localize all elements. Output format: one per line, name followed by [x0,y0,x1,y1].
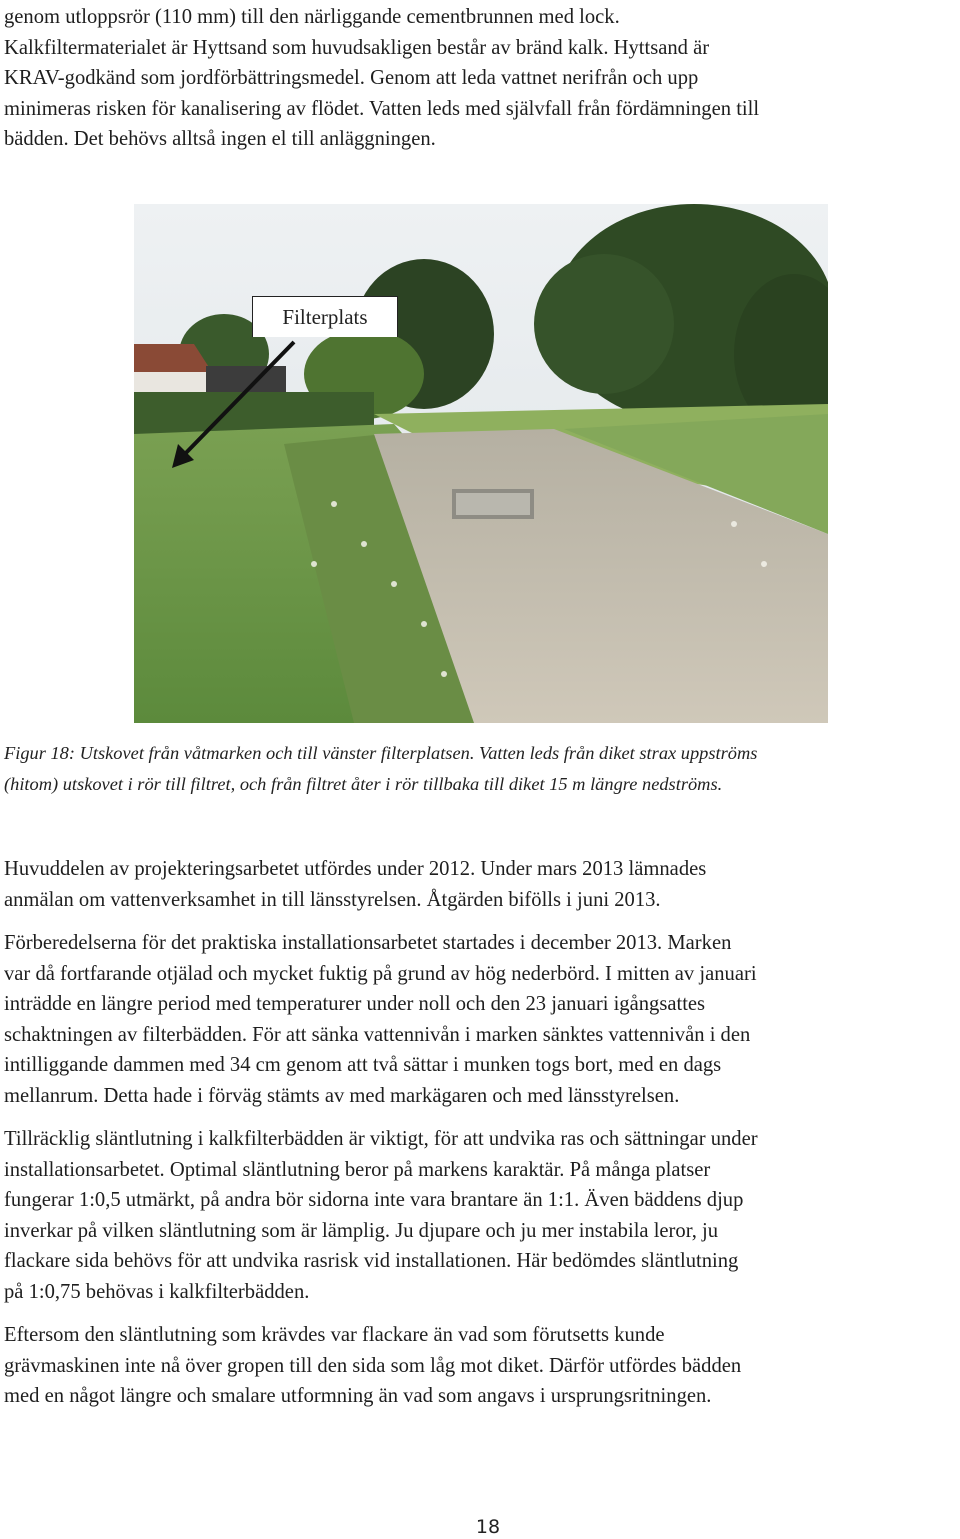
text-line: genom utloppsrör (110 mm) till den närliggande cementbrunnen med lock. [4,6,620,28]
intro-paragraph [4,2,956,155]
text-line: inträdde en längre period med temperaturer under noll och den 23 januari igångsattes [4,993,706,1016]
text-line: på 1:0,75 behövas i kalkfilterbädden. [4,1280,310,1303]
text-line: Huvuddelen av projekteringsarbetet utfördes under 2012. Under mars 2013 lämnades [4,858,707,880]
text-line: inverkar på vilken släntlutning som är lämplig. Ju djupare och ju mer instabila leror, ju [4,1219,719,1242]
text-line: bädden. Det behövs alltså ingen el till anläggningen. [4,128,436,151]
photo-illustration [134,204,828,723]
text-line: schaktningen av filterbädden. För att sänka vattennivån i marken sänktes vattennivån i den [4,1023,751,1046]
text-line: intilliggande dammen med 34 cm genom att två sättar i munken togs bort, med en dags [4,1054,722,1077]
filterplats-callout-label: Filterplats [252,296,398,337]
text-line: Kalkfiltermaterialet är Hyttsand som huvudsakligen består av bränd kalk. Hyttsand är [4,36,710,59]
text-line: anmälan om vattenverksamhet in till länsstyrelsen. Åtgärden bifölls i juni 2013. [4,888,661,911]
figure-caption [4,738,956,800]
planning-paragraph [4,854,956,915]
text-line: minimeras risken för kanalisering av flödet. Vatten leds med självfall från fördämningen till [4,97,760,120]
text-line: mellanrum. Detta hade i förväg stämts av med markägaren och med länsstyrelsen. [4,1084,680,1107]
text-line: grävmaskinen inte nå över gropen till den sida som låg mot diket. Därför utfördes bädden [4,1354,742,1377]
text-line: Tillräcklig släntlutning i kalkfilterbädden är viktigt, för att undvika ras och sättningar under [4,1128,758,1150]
slope-paragraph [4,1124,956,1308]
text-line: Eftersom den släntlutning som krävdes var flackare än vad som förutsetts kunde [4,1324,665,1346]
page-number: 18 [475,1516,501,1538]
text-line: fungerar 1:0,5 utmärkt, på andra bör sidorna inte vara brantare än 1:1. Även bäddens djup [4,1189,744,1212]
text-line: KRAV-godkänd som jordförbättringsmedel. Genom att leda vattnet nerifrån och upp [4,67,699,90]
text-line: flackare sida behövs för att undvika rasrisk vid installationen. Här bedömdes släntlutning [4,1250,739,1273]
preparation-paragraph [4,928,956,1112]
caption-line: Figur 18: Utskovet från våtmarken och till vänster filterplatsen. Vatten leds från diket strax uppströms [4,743,758,763]
caption-line: (hitom) utskovet i rör till filtret, och från filtret åter i rör tillbaka till diket 15 m längre nedströms. [4,774,723,794]
excavation-paragraph [4,1320,956,1412]
text-line: Förberedelserna för det praktiska installationsarbetet startades i december 2013. Marken [4,932,732,954]
text-line: installationsarbetet. Optimal släntlutning beror på markens karaktär. På många platser [4,1158,711,1181]
figure-photo-outlet-filter-site [134,204,828,723]
text-line: med en något längre och smalare utformning än vad som angavs i ursprungsritningen. [4,1385,712,1408]
text-line: var då fortfarande otjälad och mycket fuktig på grund av hög nederbörd. I mitten av januari [4,962,757,985]
